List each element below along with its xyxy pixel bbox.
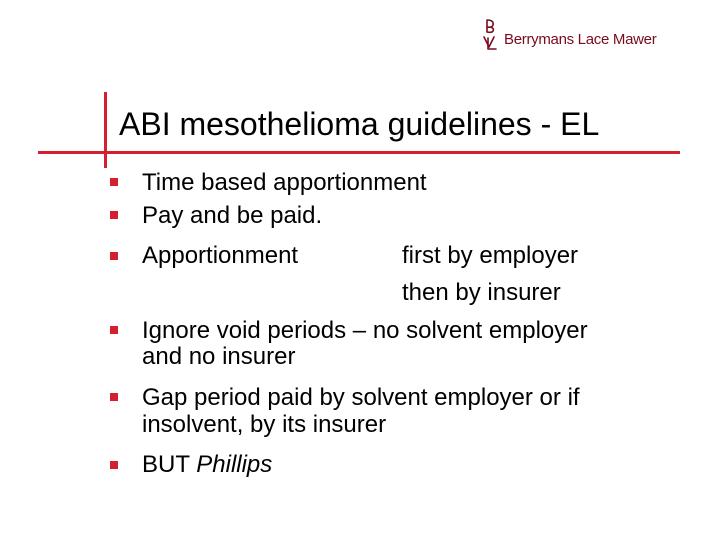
bullet-text-but-phillips (142, 451, 272, 478)
bullet-text-ignore-void-periods: Ignore void periods – no solvent employer (142, 317, 588, 344)
but-label: BUT (142, 451, 190, 478)
apportionment-first-by-employer: first by employer (402, 242, 579, 269)
bullet-marker-icon (110, 178, 118, 186)
bullet-marker-icon (110, 211, 118, 219)
apportionment-then-by-insurer: then by insurer (402, 279, 561, 306)
bullet-marker-icon (110, 326, 118, 334)
bullet-text-gap-period-cont: insolvent, by its insurer (142, 411, 387, 438)
company-name: Berrymans Lace Mawer (504, 31, 657, 48)
bullet-text-time-based: Time based apportionment (142, 169, 427, 196)
slide-title: ABI mesothelioma guidelines - EL (119, 106, 600, 142)
case-name-phillips: Phillips (196, 451, 273, 478)
bullet-marker-icon (110, 252, 118, 260)
bullet-marker-icon (110, 461, 118, 469)
bullet-text-pay-and-be-paid: Pay and be paid. (142, 202, 323, 229)
bullet-text-apportionment: Apportionment (142, 242, 299, 269)
bullet-marker-icon (110, 393, 118, 401)
bullet-text-ignore-void-periods-cont: and no insurer (142, 343, 296, 370)
bullet-text-gap-period: Gap period paid by solvent employer or if (142, 384, 580, 411)
